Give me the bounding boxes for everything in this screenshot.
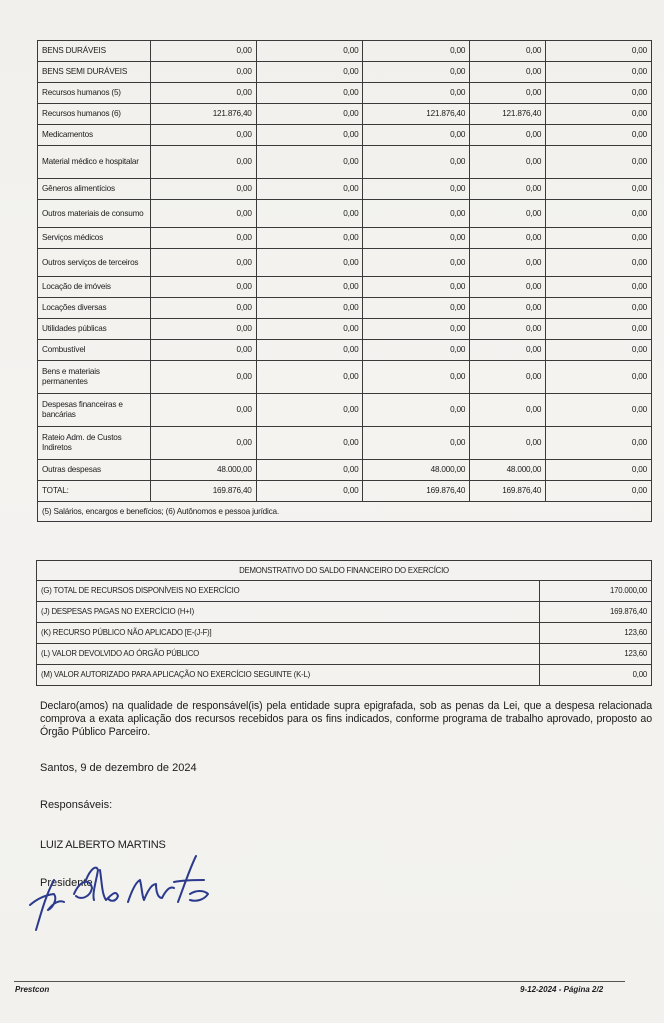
table-row <box>38 319 652 340</box>
row-value: 0,00 <box>150 427 256 460</box>
row-value: 0,00 <box>150 298 256 319</box>
row-value: 0,00 <box>150 394 256 427</box>
row-value: 0,00 <box>363 394 470 427</box>
table-row <box>38 361 652 394</box>
row-value: 0,00 <box>546 427 652 460</box>
row-value: 0,00 <box>546 277 652 298</box>
row-value: 0,00 <box>256 125 363 146</box>
financial-balance-title: DEMONSTRATIVO DO SALDO FINANCEIRO DO EXERCÍCIO <box>37 561 652 581</box>
footer-divider <box>14 981 625 982</box>
table-row <box>38 394 652 427</box>
signatory-name: LUIZ ALBERTO MARTINS <box>40 839 166 851</box>
row-value: 0,00 <box>256 481 363 502</box>
row-value: 0,00 <box>256 146 363 179</box>
row-value: 0,00 <box>150 41 256 62</box>
row-value: 170.000,00 <box>540 581 652 602</box>
row-label: Utilidades públicas <box>38 319 151 340</box>
row-label: Outras despesas <box>38 460 151 481</box>
table-row <box>37 623 652 644</box>
footnote: (5) Salários, encargos e benefícios; (6) Autônomos e pessoa jurídica. <box>38 502 652 522</box>
row-value: 0,00 <box>546 83 652 104</box>
row-value: 48.000,00 <box>470 460 546 481</box>
row-value: 0,00 <box>363 228 470 249</box>
row-value: 123,60 <box>540 644 652 665</box>
row-value: 0,00 <box>256 249 363 277</box>
table-row <box>38 481 652 502</box>
row-value: 0,00 <box>470 277 546 298</box>
table-row <box>38 104 652 125</box>
row-value: 0,00 <box>150 200 256 228</box>
row-value: 0,00 <box>256 394 363 427</box>
table-row <box>38 298 652 319</box>
row-label: Locação de imóveis <box>38 277 151 298</box>
row-value: 0,00 <box>470 125 546 146</box>
row-value: 0,00 <box>546 179 652 200</box>
row-label: Recursos humanos (6) <box>38 104 151 125</box>
row-value: 169.876,40 <box>470 481 546 502</box>
row-value: 0,00 <box>470 228 546 249</box>
place-date: Santos, 9 de dezembro de 2024 <box>40 762 197 774</box>
row-label: Outros materiais de consumo <box>38 200 151 228</box>
row-value: 0,00 <box>256 319 363 340</box>
row-value: 0,00 <box>546 200 652 228</box>
row-value: 0,00 <box>150 361 256 394</box>
footnote-row <box>38 502 652 522</box>
row-label: Medicamentos <box>38 125 151 146</box>
row-value: 0,00 <box>363 249 470 277</box>
row-value: 0,00 <box>363 41 470 62</box>
footer-brand: Prestcon <box>15 985 50 994</box>
table-row <box>38 200 652 228</box>
table-row <box>38 340 652 361</box>
table-row <box>38 179 652 200</box>
row-value: 0,00 <box>363 146 470 179</box>
row-value: 0,00 <box>363 361 470 394</box>
row-label: Locações diversas <box>38 298 151 319</box>
row-value: 123,60 <box>540 623 652 644</box>
row-value: 0,00 <box>256 427 363 460</box>
row-value: 0,00 <box>540 665 652 686</box>
row-value: 0,00 <box>546 62 652 83</box>
row-value: 0,00 <box>256 340 363 361</box>
row-value: 0,00 <box>256 41 363 62</box>
row-label: (J) DESPESAS PAGAS NO EXERCÍCIO (H+I) <box>37 602 540 623</box>
row-value: 0,00 <box>363 298 470 319</box>
row-value: 0,00 <box>150 249 256 277</box>
financial-balance-table <box>36 560 652 686</box>
declaration-text: Declaro(amos) na qualidade de responsável(is) pela entidade supra epigrafada, sob as penas da Lei, que a despesa relacionada comprova a exata aplicação dos recursos recebidos para os fins indicados, conforme programa de trabalho aprovado, proposto ao Órgão Público Parceiro. <box>40 700 652 738</box>
row-label: (K) RECURSO PÚBLICO NÃO APLICADO [E-(J-F)] <box>37 623 540 644</box>
row-value: 0,00 <box>546 460 652 481</box>
row-value: 0,00 <box>256 104 363 125</box>
row-value: 0,00 <box>363 319 470 340</box>
footer-page-info: 9-12-2024 - Página 2/2 <box>520 985 604 994</box>
row-value: 0,00 <box>150 146 256 179</box>
table-row <box>38 427 652 460</box>
table-row <box>38 83 652 104</box>
row-value: 0,00 <box>470 298 546 319</box>
row-value: 0,00 <box>470 62 546 83</box>
row-value: 0,00 <box>546 228 652 249</box>
row-value: 0,00 <box>470 361 546 394</box>
row-value: 0,00 <box>470 146 546 179</box>
row-value: 121.876,40 <box>150 104 256 125</box>
row-label: Outros serviços de terceiros <box>38 249 151 277</box>
signatory-role: Presidente <box>40 877 93 889</box>
table-row <box>38 41 652 62</box>
row-label: Rateio Adm. de Custos Indiretos <box>38 427 151 460</box>
row-label: BENS DURÁVEIS <box>38 41 151 62</box>
row-value: 169.876,40 <box>540 602 652 623</box>
row-value: 0,00 <box>363 125 470 146</box>
table-row <box>38 62 652 83</box>
row-label: Serviços médicos <box>38 228 151 249</box>
row-value: 0,00 <box>363 83 470 104</box>
responsibles-label: Responsáveis: <box>40 799 113 811</box>
row-value: 0,00 <box>150 179 256 200</box>
row-value: 0,00 <box>546 104 652 125</box>
signature-icon <box>24 850 224 940</box>
table-row <box>37 602 652 623</box>
table-row <box>38 228 652 249</box>
row-value: 0,00 <box>470 319 546 340</box>
table-row <box>38 277 652 298</box>
row-value: 0,00 <box>363 427 470 460</box>
row-value: 48.000,00 <box>150 460 256 481</box>
row-value: 0,00 <box>256 228 363 249</box>
row-value: 0,00 <box>470 394 546 427</box>
row-value: 0,00 <box>546 146 652 179</box>
row-label: Combustível <box>38 340 151 361</box>
row-value: 0,00 <box>546 481 652 502</box>
row-value: 121.876,40 <box>470 104 546 125</box>
table-row <box>38 125 652 146</box>
row-value: 0,00 <box>150 277 256 298</box>
row-value: 0,00 <box>546 125 652 146</box>
row-value: 0,00 <box>150 125 256 146</box>
row-value: 0,00 <box>470 83 546 104</box>
row-value: 0,00 <box>363 62 470 83</box>
row-label: TOTAL: <box>38 481 151 502</box>
row-value: 0,00 <box>150 319 256 340</box>
row-value: 0,00 <box>150 340 256 361</box>
row-value: 0,00 <box>256 298 363 319</box>
table-row <box>37 581 652 602</box>
row-value: 48.000,00 <box>363 460 470 481</box>
row-value: 0,00 <box>470 249 546 277</box>
row-value: 0,00 <box>546 340 652 361</box>
row-value: 0,00 <box>546 298 652 319</box>
row-value: 0,00 <box>470 427 546 460</box>
expense-table <box>37 40 652 522</box>
table-row <box>37 665 652 686</box>
row-value: 0,00 <box>546 249 652 277</box>
row-value: 0,00 <box>363 200 470 228</box>
row-value: 0,00 <box>150 228 256 249</box>
row-value: 0,00 <box>256 200 363 228</box>
row-value: 0,00 <box>150 83 256 104</box>
row-label: (M) VALOR AUTORIZADO PARA APLICAÇÃO NO EXERCÍCIO SEGUINTE (K-L) <box>37 665 540 686</box>
row-label: (L) VALOR DEVOLVIDO AO ÓRGÃO PÚBLICO <box>37 644 540 665</box>
row-label: Recursos humanos (5) <box>38 83 151 104</box>
row-value: 0,00 <box>363 277 470 298</box>
row-value: 0,00 <box>546 394 652 427</box>
row-value: 0,00 <box>363 340 470 361</box>
row-value: 121.876,40 <box>363 104 470 125</box>
row-value: 0,00 <box>470 340 546 361</box>
row-value: 0,00 <box>256 460 363 481</box>
row-value: 0,00 <box>256 179 363 200</box>
row-label: Despesas financeiras e bancárias <box>38 394 151 427</box>
row-label: (G) TOTAL DE RECURSOS DISPONÍVEIS NO EXERCÍCIO <box>37 581 540 602</box>
row-value: 0,00 <box>470 200 546 228</box>
row-value: 0,00 <box>546 41 652 62</box>
row-value: 169.876,40 <box>150 481 256 502</box>
table-row <box>38 146 652 179</box>
row-label: BENS SEMI DURÁVEIS <box>38 62 151 83</box>
table-row <box>38 460 652 481</box>
table-row <box>37 644 652 665</box>
row-value: 0,00 <box>256 62 363 83</box>
row-value: 169.876,40 <box>363 481 470 502</box>
row-label: Gêneros alimentícios <box>38 179 151 200</box>
row-value: 0,00 <box>470 41 546 62</box>
row-value: 0,00 <box>256 83 363 104</box>
row-value: 0,00 <box>470 179 546 200</box>
row-value: 0,00 <box>546 319 652 340</box>
row-value: 0,00 <box>256 277 363 298</box>
row-value: 0,00 <box>150 62 256 83</box>
row-value: 0,00 <box>256 361 363 394</box>
row-label: Bens e materiais permanentes <box>38 361 151 394</box>
row-label: Material médico e hospitalar <box>38 146 151 179</box>
table-row <box>38 249 652 277</box>
row-value: 0,00 <box>363 179 470 200</box>
row-value: 0,00 <box>546 361 652 394</box>
